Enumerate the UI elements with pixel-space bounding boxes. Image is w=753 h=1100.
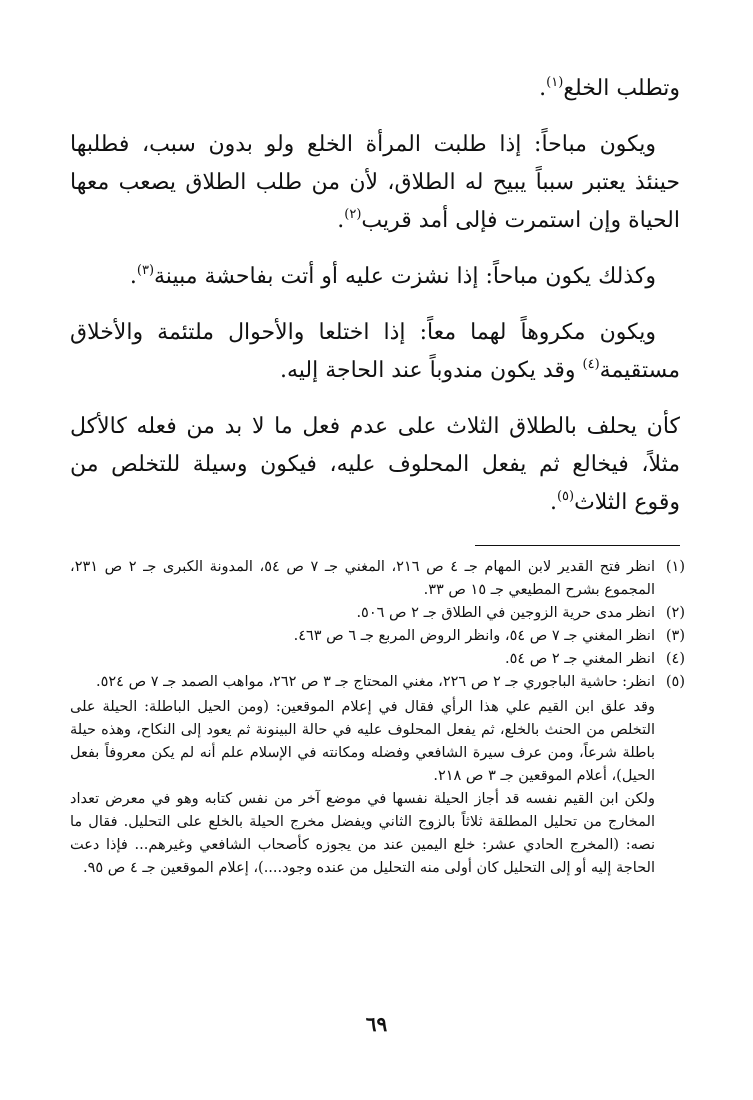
footnote-ref-2: (٢)	[344, 207, 362, 222]
commentary-paragraph-1: وقد علق ابن القيم علي هذا الرأي فقال في إعلام الموقعين: (ومن الحيل الباطلة: الحيلة على التخلص من الحنث بالخلع، ثم يفعل المحلوف عليه في حالة البينونة ثم يعود إلى النكاح، وهذه حيلة باطلة شرعاً، ومن عرف سيرة الشافعي وفضله ومكانته في الإسلام علم أنه لم يكن معروفاً بفعل الحيل)، أعلام الموقعين جـ ٣ ص ٢١٨.	[70, 699, 655, 784]
footnotes	[70, 556, 685, 880]
footnote-number: (٣)	[665, 628, 685, 644]
footnote-number: (٥)	[665, 674, 685, 690]
paragraph-4-text-b: وقد يكون مندوباً عند الحاجة إليه.	[279, 358, 583, 383]
footnote-5	[70, 671, 685, 694]
commentary-paragraph-2: ولكن ابن القيم نفسه قد أجاز الحيلة نفسها في موضع آخر من نفس كتابه وهو في معرض تعداد المخارج من تحليل المطلقة ثلاثاً بالزوج الثاني ويفضل مخرج الحيلة بالخلع على التحليل. فقال ما نصه: (المخرج الحادي عشر: خلع اليمين عند من يجوزه كأصحاب الشافعي وغيرهم... فإذا دعت الحاجة إليه أو إلى التحليل كان أولى منه التحليل من عنده وجود....)، إعلام الموقعين جـ ٤ ص ٩٥.	[70, 791, 655, 876]
footnote-number: (٢)	[665, 605, 685, 621]
footnote-text: انظر المغني جـ ٢ ص ٥٤.	[504, 651, 655, 667]
paragraph-3-text: وكذلك يكون مباحاً: إذا نشزت عليه أو أتت بفاحشة مبينة	[154, 264, 656, 289]
paragraph-3: وكذلك يكون مباحاً: إذا نشزت عليه أو أتت بفاحشة مبينة$^{(٣)}$.	[129, 263, 656, 289]
footnote-2	[70, 602, 685, 625]
footnote-4	[70, 648, 685, 671]
paragraph-2: ويكون مباحاً: إذا طلبت المرأة الخلع ولو بدون سبب، فطلبها حينئذ يعتبر سبباً يبيح له الطلاق، لأن من طلب الطلاق يصعب معها الحياة وإن استمرت فإلى أمد قريب$^{(٢)}$.	[70, 132, 680, 233]
footnote-5-commentary	[70, 696, 655, 880]
footnote-1	[70, 556, 685, 602]
footnote-text: انظر المغني جـ ٧ ص ٥٤، وانظر الروض المربع جـ ٦ ص ٤٦٣.	[293, 628, 655, 644]
footnote-text: انظر مدى حرية الزوجين في الطلاق جـ ٢ ص ٥٠٦.	[356, 605, 655, 621]
paragraph-5-text: كأن يحلف بالطلاق الثلاث على عدم فعل ما لا بد من فعله كالأكل مثلاً، فيخالع ثم يفعل المحلوف عليه، فيكون وسيلة للتخلص من وقوع الثلاث	[70, 414, 680, 515]
footnote-separator	[475, 545, 680, 546]
paragraph-4	[70, 314, 680, 390]
paragraph-4-text-a: ويكون مكروهاً لهما معاً: إذا اختلعا والأحوال ملتئمة والأخلاق مستقيمة	[70, 320, 680, 383]
footnote-ref-1: (١)	[546, 75, 564, 90]
footnote-number: (٤)	[665, 651, 685, 667]
main-text	[70, 70, 680, 540]
footnote-ref-3: (٣)	[136, 263, 155, 278]
footnote-ref-4: (٤)	[582, 357, 600, 372]
page-number: ٦٩	[365, 1012, 388, 1036]
paragraph-1-text: وتطلب الخلع	[563, 76, 680, 101]
footnote-3	[70, 625, 685, 648]
footnote-ref-5: (٥)	[556, 489, 575, 504]
footnote-text: انظر فتح القدير لابن المهام جـ ٤ ص ٢١٦، المغني جـ ٧ ص ٥٤، المدونة الكبرى جـ ٢ ص ٢٣١، المجموع بشرح المطيعي جـ ١٥ ص ٣٣.	[70, 559, 655, 598]
paragraph-5: كأن يحلف بالطلاق الثلاث على عدم فعل ما لا بد من فعله كالأكل مثلاً، فيخالع ثم يفعل المحلوف عليه، فيكون وسيلة للتخلص من وقوع الثلاث$^{(٥)}$.	[70, 414, 680, 515]
footnote-number: (١)	[665, 559, 685, 575]
paragraph-2-text: ويكون مباحاً: إذا طلبت المرأة الخلع ولو بدون سبب، فطلبها حينئذ يعتبر سبباً يبيح له الطلاق، لأن من طلب الطلاق يصعب معها الحياة وإن استمرت فإلى أمد قريب	[70, 132, 680, 233]
footnote-text: انظر: حاشية الباجوري جـ ٢ ص ٢٢٦، مغني المحتاج جـ ٣ ص ٢٦٢، مواهب الصمد جـ ٧ ص ٥٢٤.	[95, 674, 655, 690]
paragraph-1: وتطلب الخلع$^{(١)}$.	[539, 75, 680, 101]
